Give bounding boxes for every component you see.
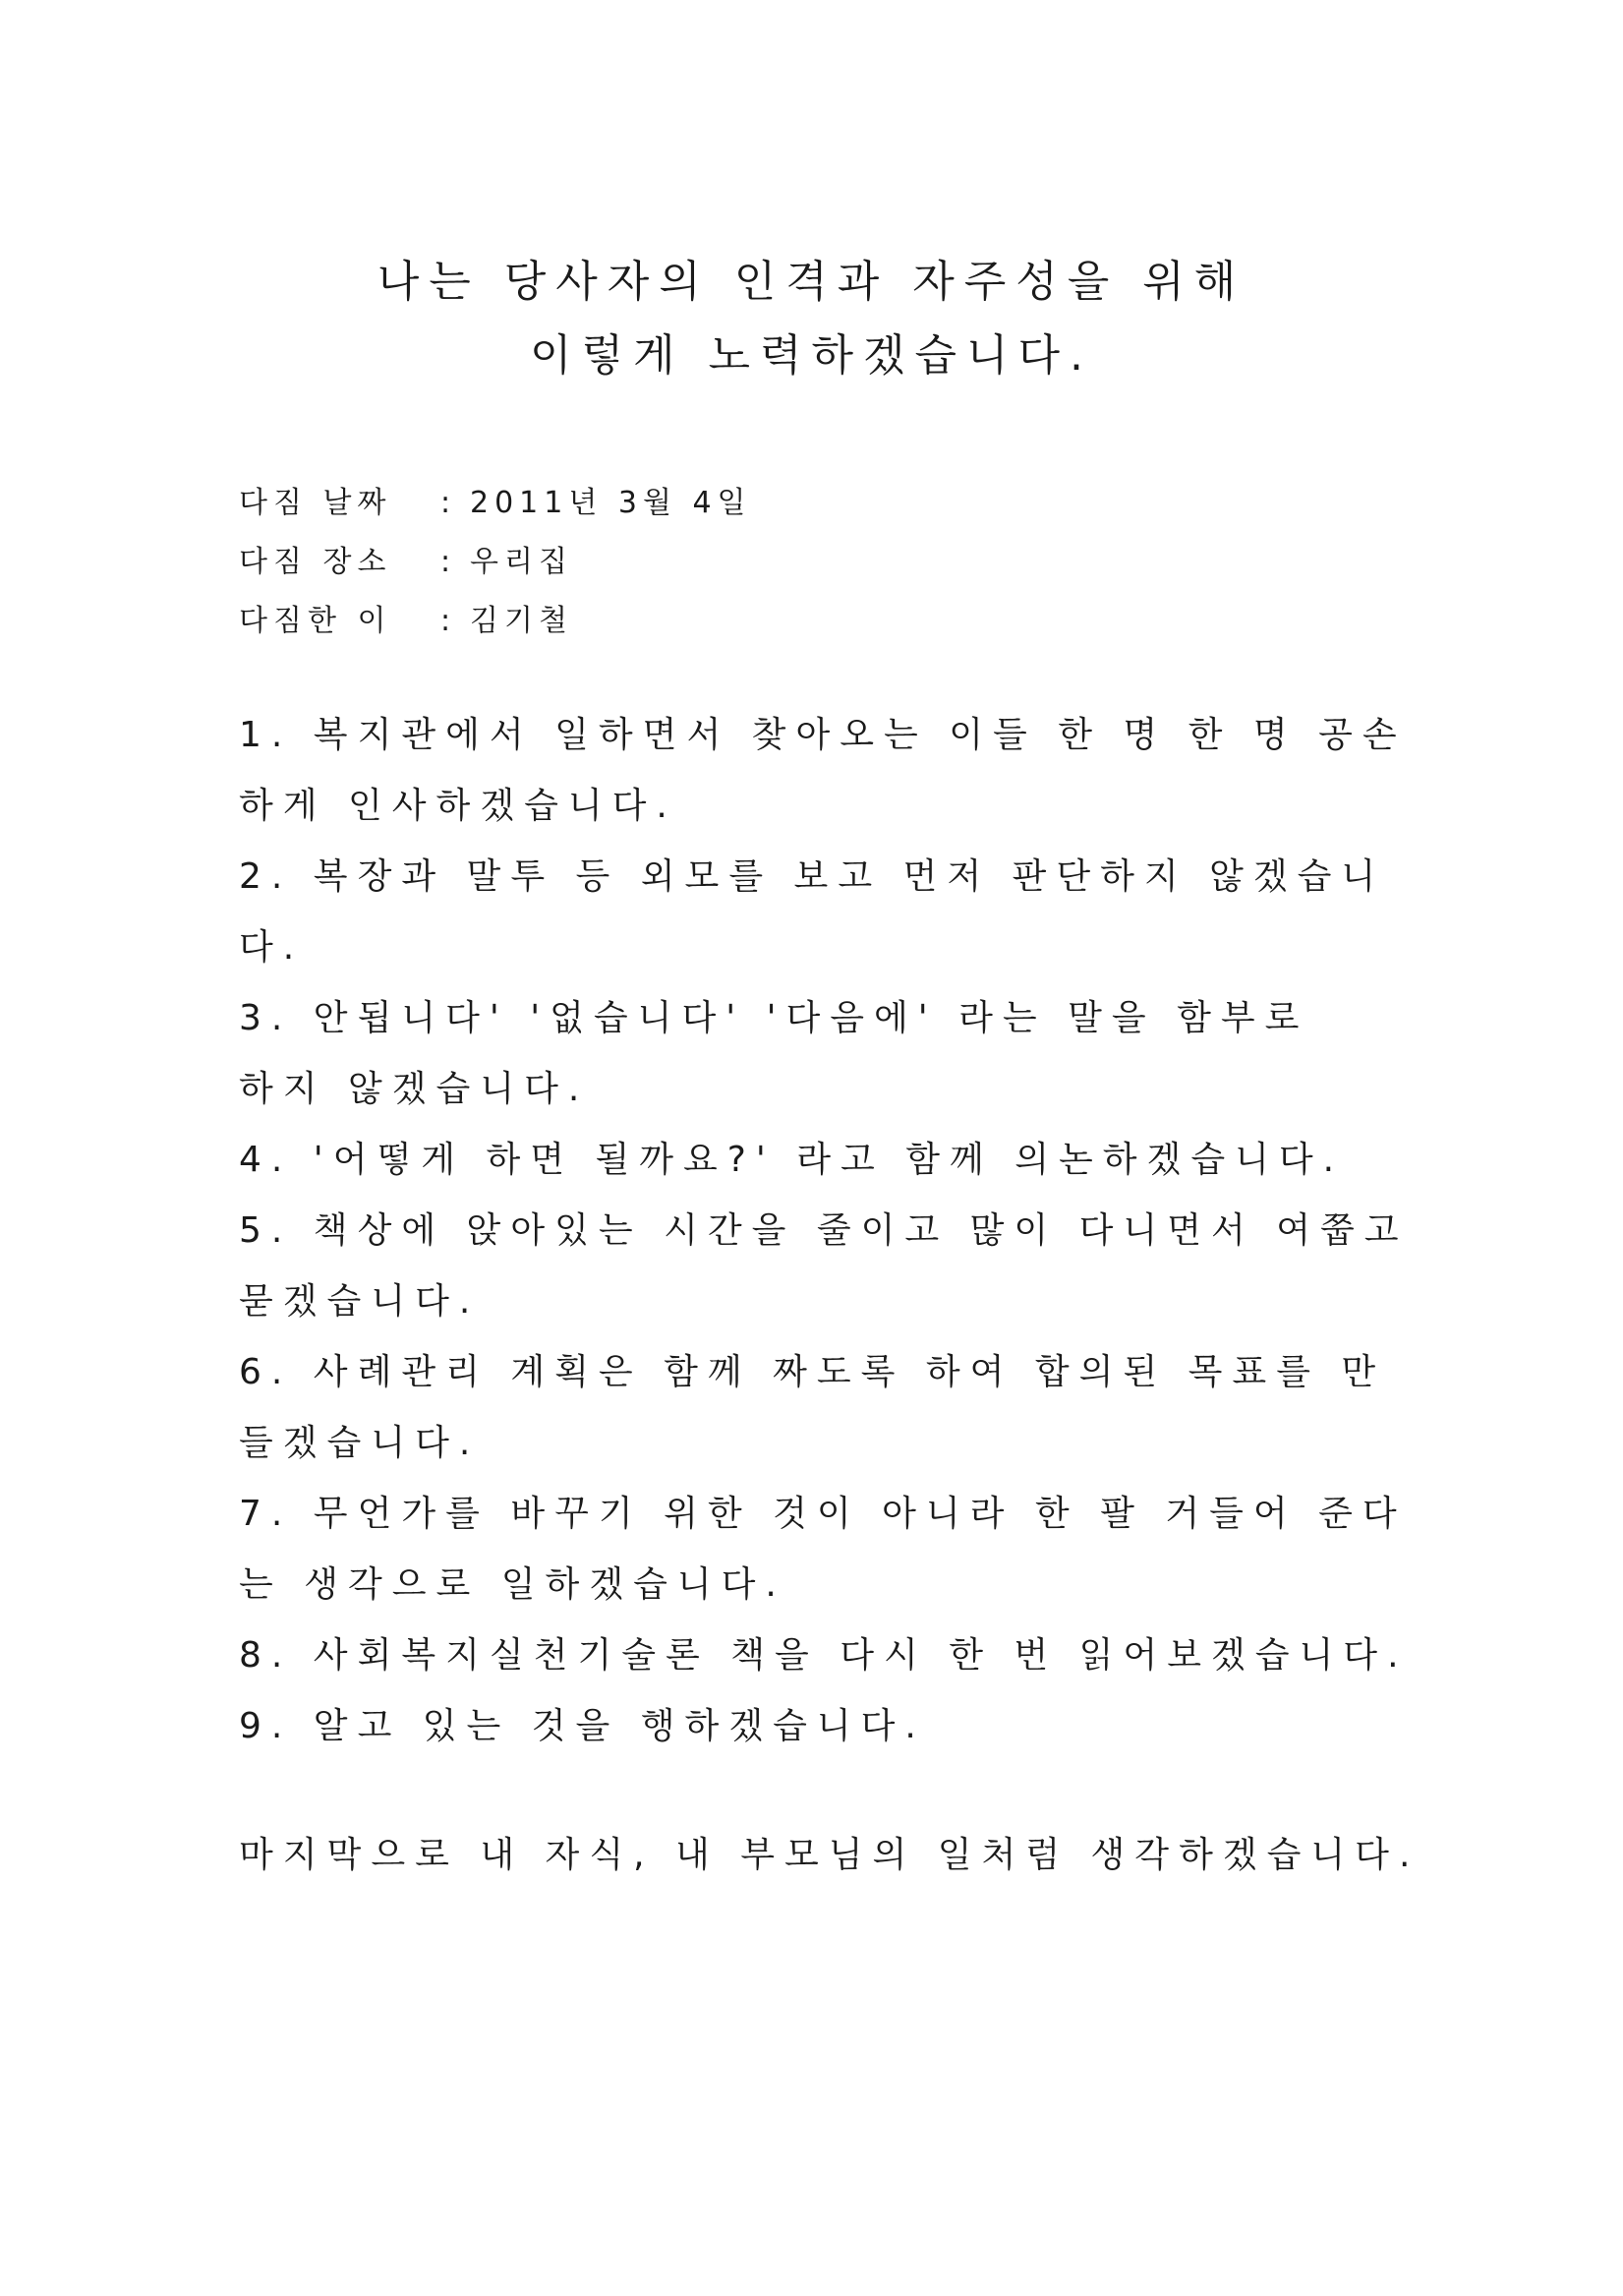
pledge-line: 하게 인사하겠습니다. xyxy=(239,786,677,826)
pledge-item-1 xyxy=(239,700,1419,842)
pledge-place-row xyxy=(239,533,752,592)
pledge-line: 8. 사회복지실천기술론 책을 다시 한 번 읽어보겠습니다. xyxy=(239,1635,1409,1676)
pledge-item-9 xyxy=(239,1691,1419,1762)
pledge-item-2 xyxy=(239,842,1419,983)
pledge-line: 는 생각으로 일하겠습니다. xyxy=(239,1564,786,1605)
pledge-info xyxy=(239,474,752,651)
pledge-line: 묻겠습니다. xyxy=(239,1281,481,1322)
pledge-item-8 xyxy=(239,1620,1419,1691)
pledge-person-value: 김기철 xyxy=(470,604,573,638)
pledge-item-7 xyxy=(239,1479,1419,1620)
closing-statement: 마지막으로 내 자식, 내 부모님의 일처럼 생각하겠습니다. xyxy=(239,1835,1420,1875)
pledge-line: 하지 않겠습니다. xyxy=(239,1069,590,1109)
title-line-2: 이렇게 노력하겠습니다. xyxy=(529,330,1093,381)
pledge-date-label: 다짐 날짜 xyxy=(239,486,392,520)
title-line-1: 나는 당사자의 인격과 자주성을 위해 xyxy=(377,257,1246,307)
pledge-list xyxy=(239,700,1419,1762)
pledge-person-row xyxy=(239,592,752,651)
pledge-line: 2. 복장과 말투 등 외모를 보고 먼저 판단하지 않겠습니 xyxy=(239,856,1386,897)
pledge-item-3 xyxy=(239,983,1419,1125)
pledge-line: 7. 무언가를 바꾸기 위한 것이 아니라 한 팔 거들어 준다 xyxy=(239,1494,1407,1534)
pledge-line: 3. 안됩니다' '없습니다' '다음에' 라는 말을 함부로 xyxy=(239,998,1309,1038)
separator: : xyxy=(440,604,457,638)
pledge-line: 다. xyxy=(239,927,305,968)
pledge-item-6 xyxy=(239,1337,1419,1479)
pledge-item-4 xyxy=(239,1125,1419,1196)
pledge-item-5 xyxy=(239,1196,1419,1337)
separator: : xyxy=(440,545,457,579)
pledge-line: 6. 사례관리 계획은 함께 짜도록 하여 합의된 목표를 만 xyxy=(239,1352,1386,1392)
pledge-date-row xyxy=(239,474,752,533)
pledge-line: 1. 복지관에서 일하면서 찾아오는 이들 한 명 한 명 공손 xyxy=(239,715,1407,755)
pledge-line: 5. 책상에 앉아있는 시간을 줄이고 많이 다니면서 여쭙고 xyxy=(239,1210,1409,1251)
pledge-date-value: 2011년 3월 4일 xyxy=(470,486,752,520)
separator: : xyxy=(440,486,457,520)
pledge-place-label: 다짐 장소 xyxy=(239,545,392,579)
pledge-line: 들겠습니다. xyxy=(239,1423,481,1463)
pledge-place-value: 우리집 xyxy=(470,545,573,579)
pledge-person-label: 다짐한 이 xyxy=(239,604,392,638)
pledge-line: 4. '어떻게 하면 될까요?' 라고 함께 의논하겠습니다. xyxy=(239,1140,1345,1180)
pledge-line: 9. 알고 있는 것을 행하겠습니다. xyxy=(239,1706,926,1746)
